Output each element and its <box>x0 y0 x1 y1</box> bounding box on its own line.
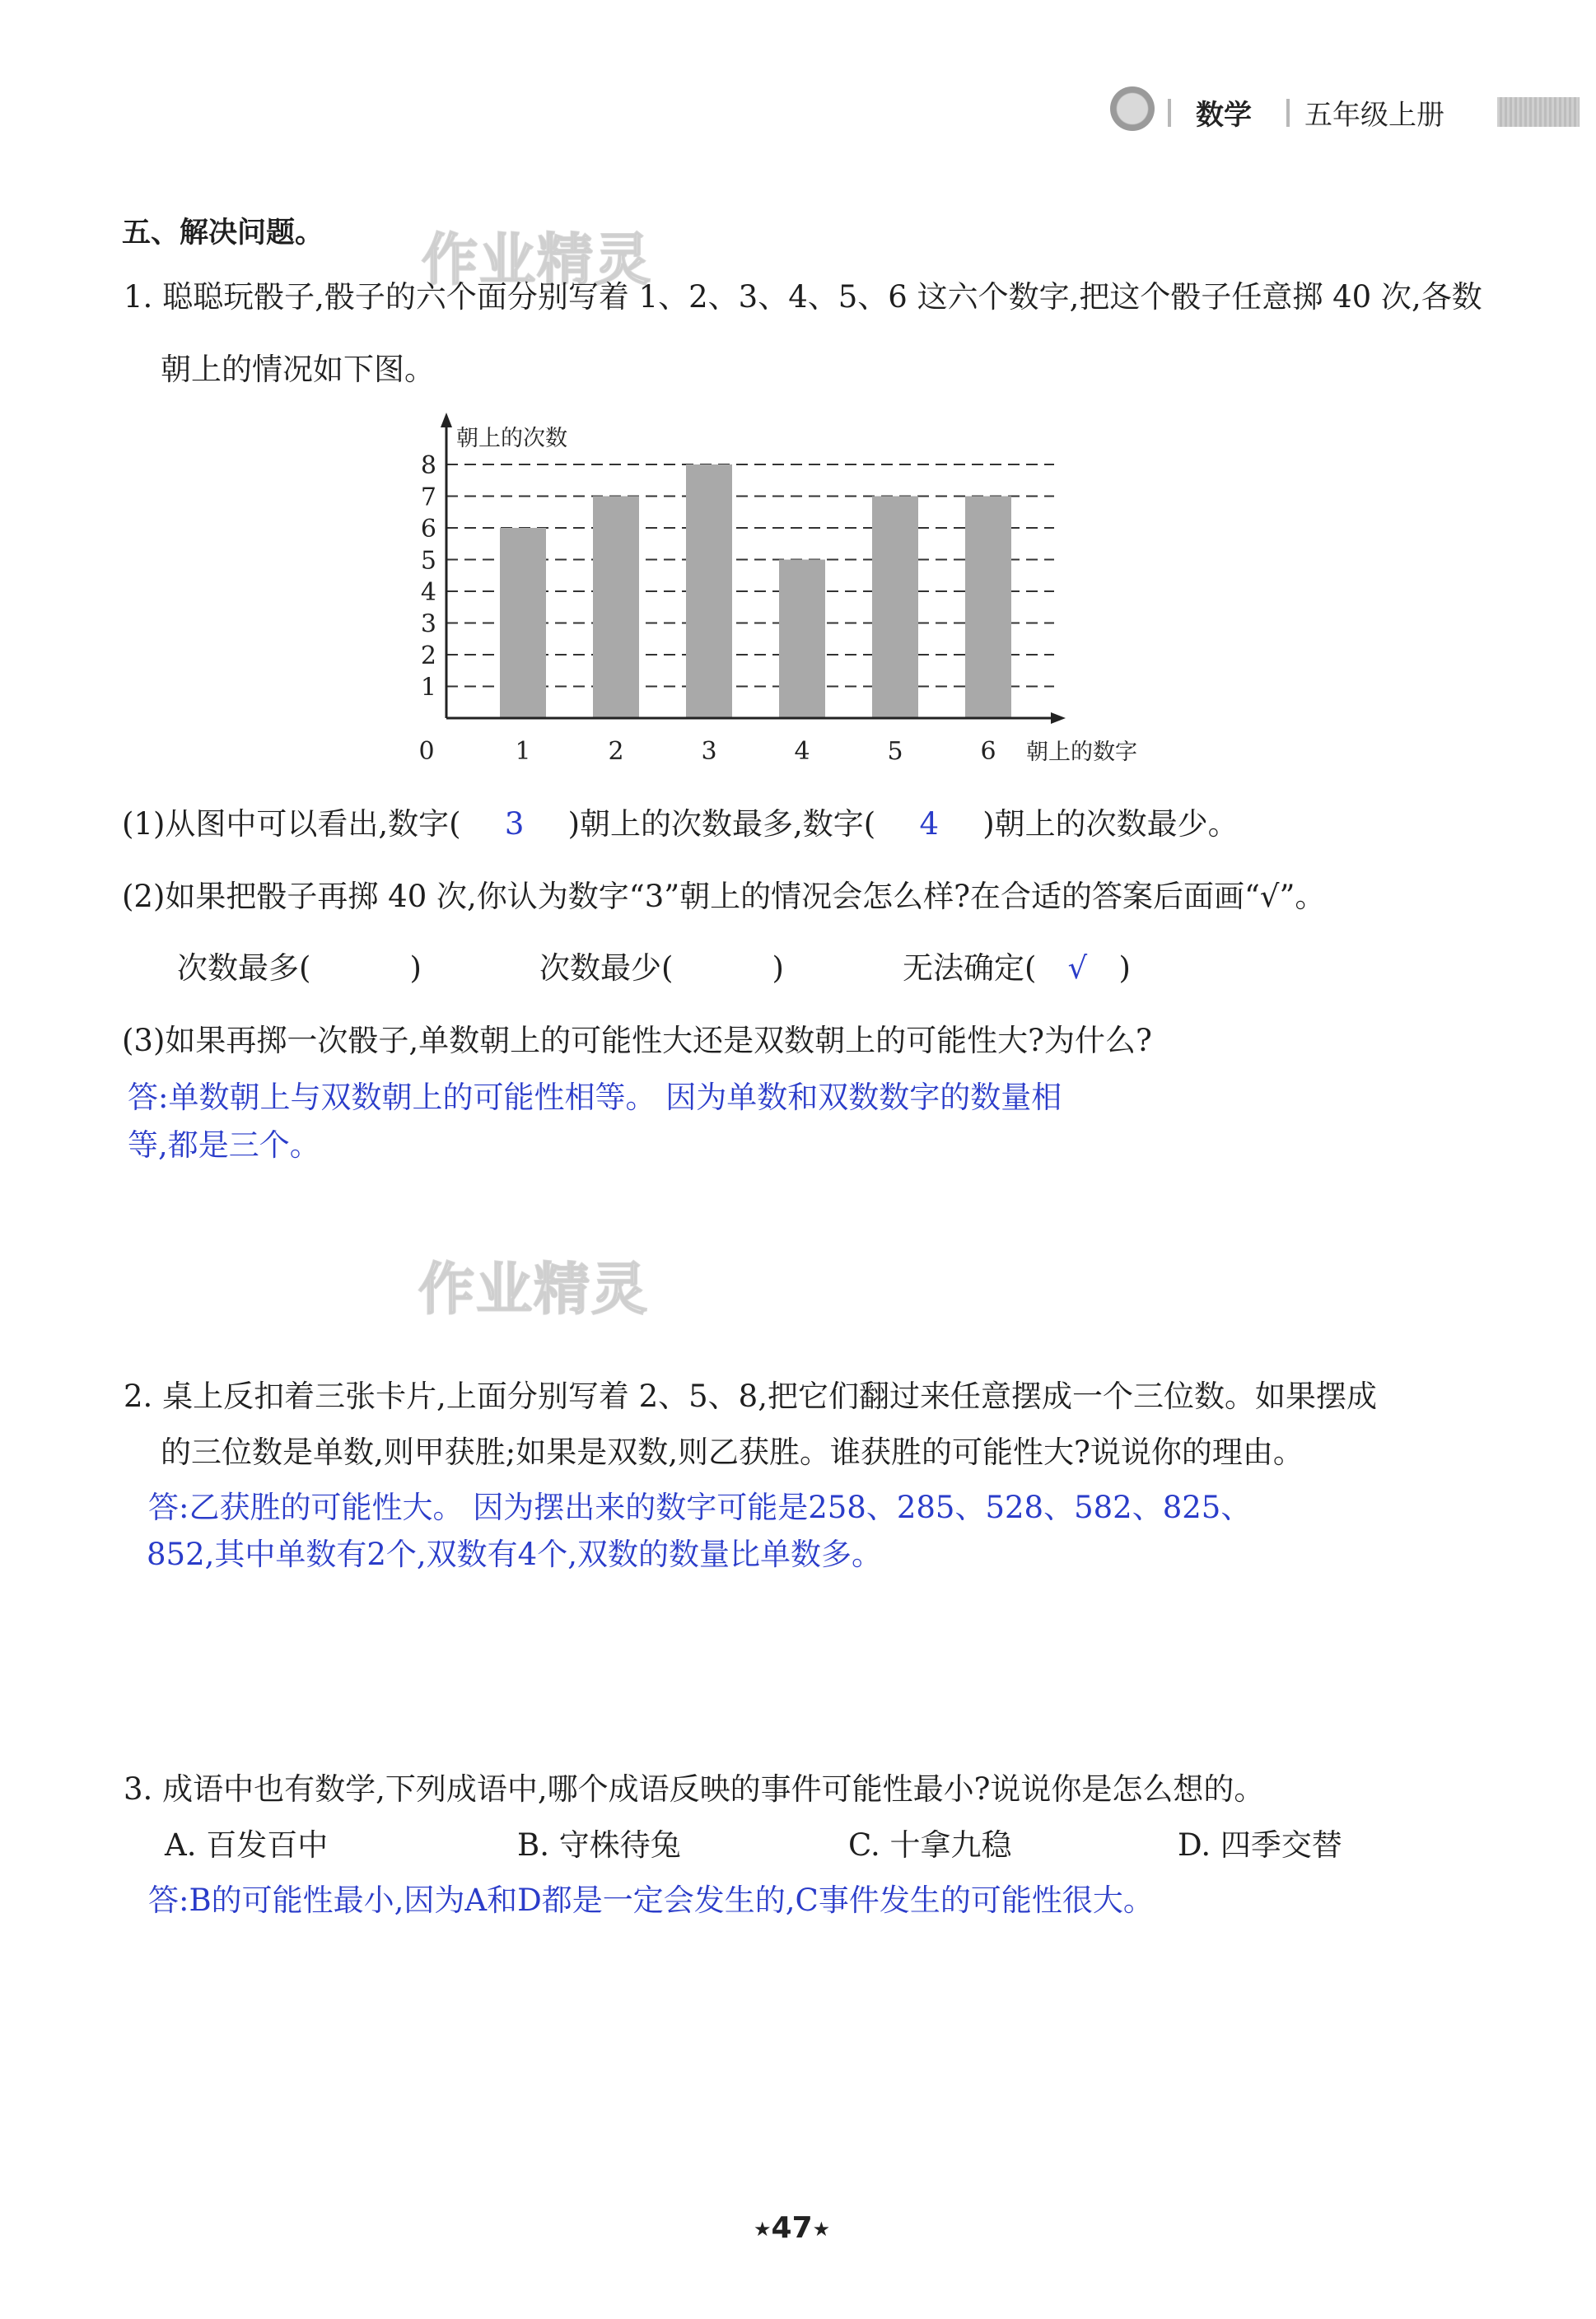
page-number <box>754 2211 830 2245</box>
chart-bar <box>686 464 732 718</box>
y-tick-label: 4 <box>420 578 436 607</box>
x-tick-label: 3 <box>701 737 717 766</box>
q2-answer-line1: 答:乙获胜的可能性大。 因为摆出来的数字可能是258、285、528、582、825、 <box>148 1490 1252 1525</box>
y-tick-label: 5 <box>420 546 436 576</box>
check-mark: √ <box>1067 950 1088 986</box>
q3-option-a: A. 百发百中 <box>165 1827 329 1863</box>
y-axis-label: 朝上的次数 <box>456 426 567 451</box>
q1-text-line1: 1. 聪聪玩骰子,骰子的六个面分别写着 1、2、3、4、5、6 这六个数字,把这个骰子任意掷 40 次,各数 <box>124 279 1482 315</box>
q1-sub3-text: (3)如果再掷一次骰子,单数朝上的可能性大还是双数朝上的可能性大?为什么? <box>122 1023 1152 1058</box>
x-axis-arrow <box>1051 712 1066 724</box>
option-close: ) <box>409 950 422 986</box>
q2-text-line2: 的三位数是单数,则甲获胜;如果是双数,则乙获胜。谁获胜的可能性大?说说你的理由。 <box>161 1435 1304 1470</box>
q1-sub1 <box>122 799 1239 843</box>
star-icon: ★ <box>754 2218 772 2241</box>
option-label: 次数最多( <box>177 950 311 986</box>
x-tick-label: 2 <box>608 737 624 766</box>
q3-answer: 答:B的可能性最小,因为A和D都是一定会发生的,C事件发生的可能性很大。 <box>148 1883 1154 1918</box>
q1-sub1-suffix: )朝上的次数最少。 <box>982 806 1239 842</box>
header-grade: 五年级上册 <box>1304 99 1444 132</box>
q2-text-line1: 2. 桌上反扣着三张卡片,上面分别写着 2、5、8,把它们翻过来任意摆成一个三位数。如果摆成 <box>124 1379 1377 1414</box>
y-axis-arrow <box>441 413 452 427</box>
chart-bar <box>872 497 918 719</box>
x-tick-label: 4 <box>794 737 810 766</box>
x-tick-label: 6 <box>980 737 996 766</box>
y-tick-label: 2 <box>420 642 436 670</box>
section-title: 五、解决问题。 <box>122 217 324 250</box>
q2-answer-line2: 852,其中单数有2个,双数有4个,双数的数量比单数多。 <box>147 1537 882 1572</box>
q3-option-d: D. 四季交替 <box>1178 1827 1342 1863</box>
q3-option-c: C. 十拿九稳 <box>848 1827 1012 1863</box>
y-tick-label: 7 <box>420 483 436 512</box>
watermark: 作业精灵 <box>422 228 653 293</box>
chart-bar <box>500 528 546 718</box>
q1-sub2-option-most <box>177 943 422 987</box>
q3-option-b: B. 守株待兔 <box>517 1827 681 1863</box>
origin-label: 0 <box>418 737 435 766</box>
header-divider <box>1286 99 1290 127</box>
q1-text-line2: 朝上的情况如下图。 <box>161 352 435 387</box>
y-tick-label: 3 <box>420 609 436 639</box>
q1-sub1-middle: )朝上的次数最多,数字( <box>567 806 876 842</box>
sun-logo-icon <box>1110 86 1155 131</box>
y-tick-label: 1 <box>420 673 436 702</box>
star-icon: ★ <box>812 2218 831 2241</box>
x-tick-label: 1 <box>515 737 531 766</box>
q1-sub1-answer-b: 4 <box>919 806 940 842</box>
q1-sub1-answer-a: 3 <box>504 806 525 842</box>
q1-sub3-answer-line2: 等,都是三个。 <box>128 1127 320 1163</box>
chart-bar <box>965 497 1011 719</box>
q1-sub2-option-uncertain <box>903 943 1131 987</box>
x-tick-label: 5 <box>887 737 903 766</box>
y-tick-label: 6 <box>420 515 436 544</box>
header-decor-bar <box>1497 97 1580 127</box>
chart-bar <box>779 560 825 719</box>
option-label: 次数最少( <box>539 950 674 986</box>
x-axis-label: 朝上的数字 <box>1026 740 1137 765</box>
bar-chart <box>404 408 1194 770</box>
q1-sub1-prefix: (1)从图中可以看出,数字( <box>122 806 461 842</box>
header-divider <box>1168 99 1171 127</box>
page-number-text: 47 <box>771 2211 813 2245</box>
q1-sub2-text: (2)如果把骰子再掷 40 次,你认为数字“3”朝上的情况会怎么样?在合适的答案后面画“√”。 <box>122 879 1326 914</box>
header-subject: 数学 <box>1196 99 1252 132</box>
option-close: ) <box>1118 950 1131 986</box>
option-close: ) <box>772 950 784 986</box>
q1-sub3-answer-line1: 答:单数朝上与双数朝上的可能性相等。 因为单数和双数数字的数量相 <box>128 1080 1062 1115</box>
chart-bar <box>593 497 639 719</box>
watermark: 作业精灵 <box>418 1257 650 1323</box>
q3-text-line1: 3. 成语中也有数学,下列成语中,哪个成语反映的事件可能性最小?说说你是怎么想的。 <box>124 1771 1265 1807</box>
q1-sub2-option-least <box>539 943 784 987</box>
y-tick-label: 8 <box>420 451 436 480</box>
option-label: 无法确定( <box>903 950 1037 986</box>
